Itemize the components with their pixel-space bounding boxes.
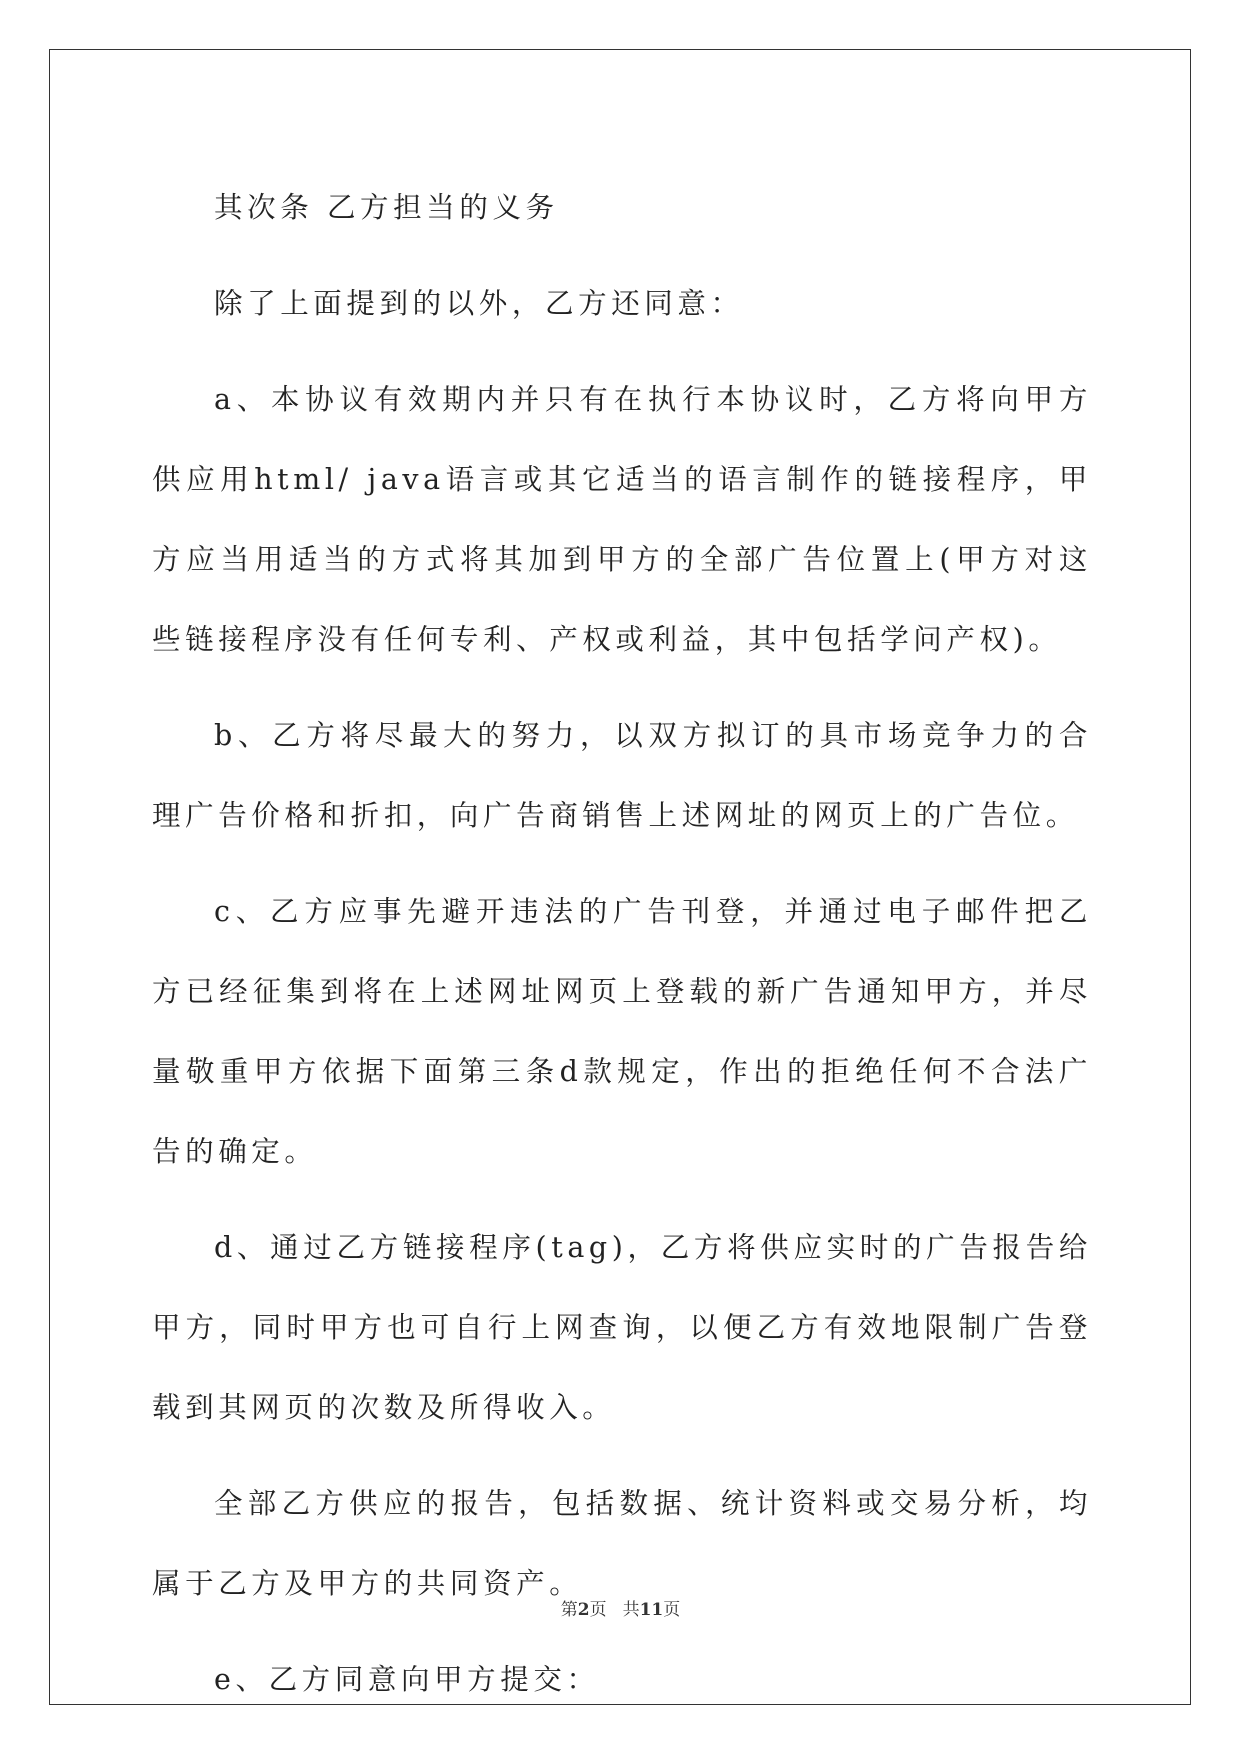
paragraph-reports: 全部乙方供应的报告，包括数据、统计资料或交易分析，均属于乙方及甲方的共同资产。	[152, 1487, 1092, 1600]
paragraph-intro: 除了上面提到的以外，乙方还同意：	[214, 287, 744, 320]
paragraph-item-b: b、乙方将尽最大的努力，以双方拟订的具市场竞争力的合理广告价格和折扣，向广告商销售上述网址的网页上的广告位。	[152, 719, 1092, 832]
total-label-prefix: 共	[622, 1600, 640, 1620]
total-label-suffix: 页	[663, 1600, 681, 1620]
section-heading: 其次条 乙方担当的义务	[214, 191, 559, 224]
page-label-prefix: 第	[560, 1600, 578, 1620]
page-number: 2	[577, 1600, 590, 1620]
page-label-suffix: 页	[589, 1600, 607, 1620]
page-footer	[0, 1595, 1241, 1620]
document-body	[152, 168, 1092, 1736]
paragraph-item-e: e、乙方同意向甲方提交：	[214, 1663, 600, 1696]
paragraph-item-c: c、乙方应事先避开违法的广告刊登，并通过电子邮件把乙方已经征集到将在上述网址网页上登载的新广告通知甲方，并尽量敬重甲方依据下面第三条d款规定，作出的拒绝任何不合法广告的确定。	[152, 895, 1092, 1168]
total-pages: 11	[639, 1600, 664, 1620]
paragraph-item-a: a、本协议有效期内并只有在执行本协议时，乙方将向甲方供应用html/ java语言或其它适当的语言制作的链接程序，甲方应当用适当的方式将其加到甲方的全部广告位置上(甲方对这些链接程序没有任何专利、产权或利益，其中包括学问产权)。	[152, 383, 1092, 656]
paragraph-item-d: d、通过乙方链接程序(tag)，乙方将供应实时的广告报告给甲方，同时甲方也可自行上网查询，以便乙方有效地限制广告登载到其网页的次数及所得收入。	[152, 1231, 1092, 1424]
